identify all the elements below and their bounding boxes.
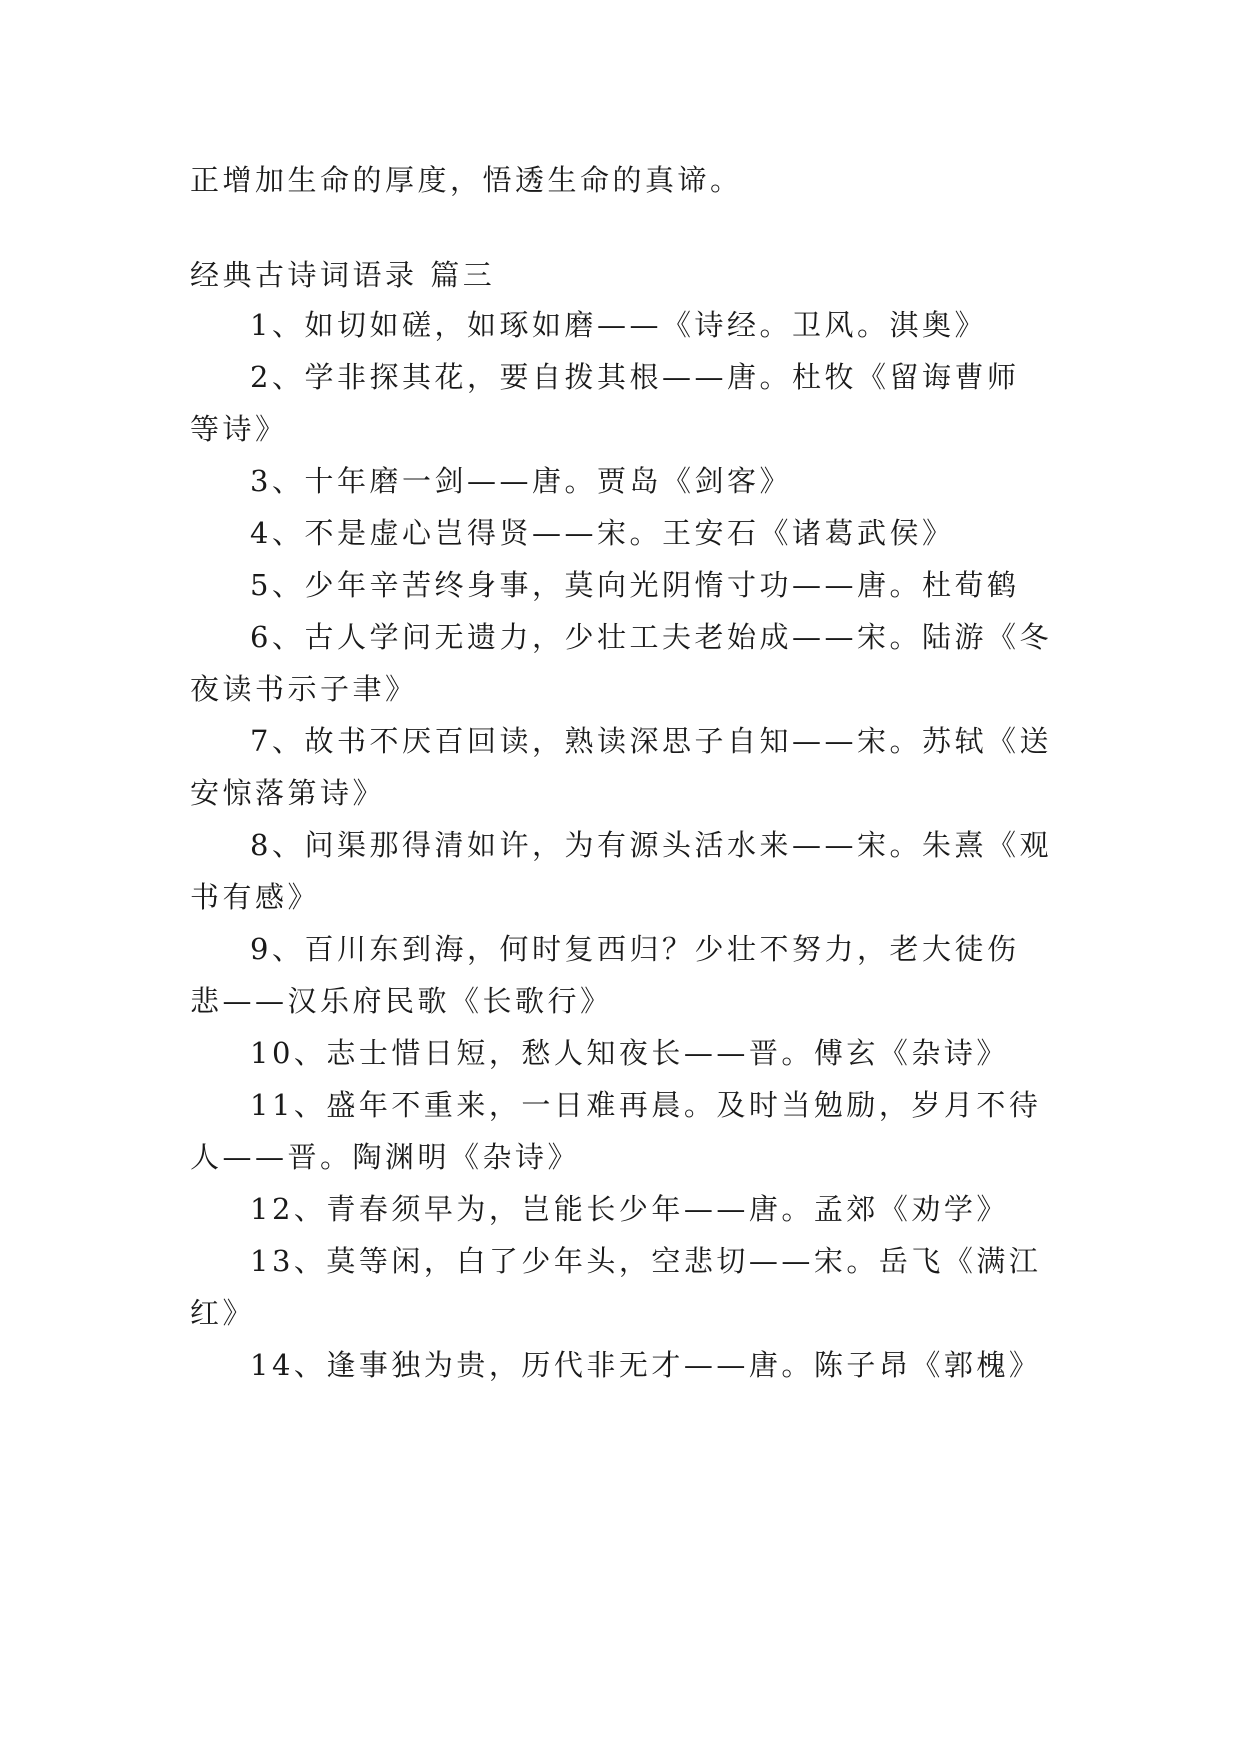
quote-line: 5、少年辛苦终身事，莫向光阴惰寸功——唐。杜荀鹤 [250,568,1020,602]
quote-line: 8、问渠那得清如许，为有源头活水来——宋。朱熹《观 [250,828,1052,862]
quote-line-continuation: 夜读书示子聿》 [190,672,418,706]
quote-line: 14、逢事独为贵，历代非无才——唐。陈子昂《郭槐》 [250,1348,1042,1382]
quote-line: 7、故书不厌百回读，熟读深思子自知——宋。苏轼《送 [250,724,1052,758]
quote-line: 11、盛年不重来，一日难再晨。及时当勉励，岁月不待 [250,1088,1042,1122]
quote-line-continuation: 安惊落第诗》 [190,776,386,810]
quote-line: 3、十年磨一剑——唐。贾岛《剑客》 [250,464,792,498]
intro-tail-text: 正增加生命的厚度，悟透生命的真谛。 [190,163,743,197]
quote-line-continuation: 书有感》 [190,880,321,914]
quote-line: 13、莫等闲，白了少年头，空悲切——宋。岳飞《满江 [250,1244,1042,1278]
quote-line-continuation: 悲——汉乐府民歌《长歌行》 [190,984,613,1018]
quote-line-continuation: 红》 [190,1296,256,1330]
quote-line: 2、学非探其花，要自拨其根——唐。杜牧《留诲曹师 [250,360,1020,394]
quote-line: 4、不是虚心岂得贤——宋。王安石《诸葛武侯》 [250,516,955,550]
section-title: 经典古诗词语录 篇三 [190,258,496,292]
quote-line: 12、青春须早为，岂能长少年——唐。孟郊《劝学》 [250,1192,1009,1226]
quote-line-continuation: 人——晋。陶渊明《杂诗》 [190,1140,581,1174]
quote-line: 6、古人学问无遗力，少壮工夫老始成——宋。陆游《冬 [250,620,1052,654]
quote-line-continuation: 等诗》 [190,412,288,446]
quote-line: 1、如切如磋，如琢如磨——《诗经。卫风。淇奥》 [250,308,987,342]
quote-line: 9、百川东到海，何时复西归？少壮不努力，老大徒伤 [250,932,1020,966]
quote-line: 10、志士惜日短，愁人知夜长——晋。傅玄《杂诗》 [250,1036,1009,1070]
